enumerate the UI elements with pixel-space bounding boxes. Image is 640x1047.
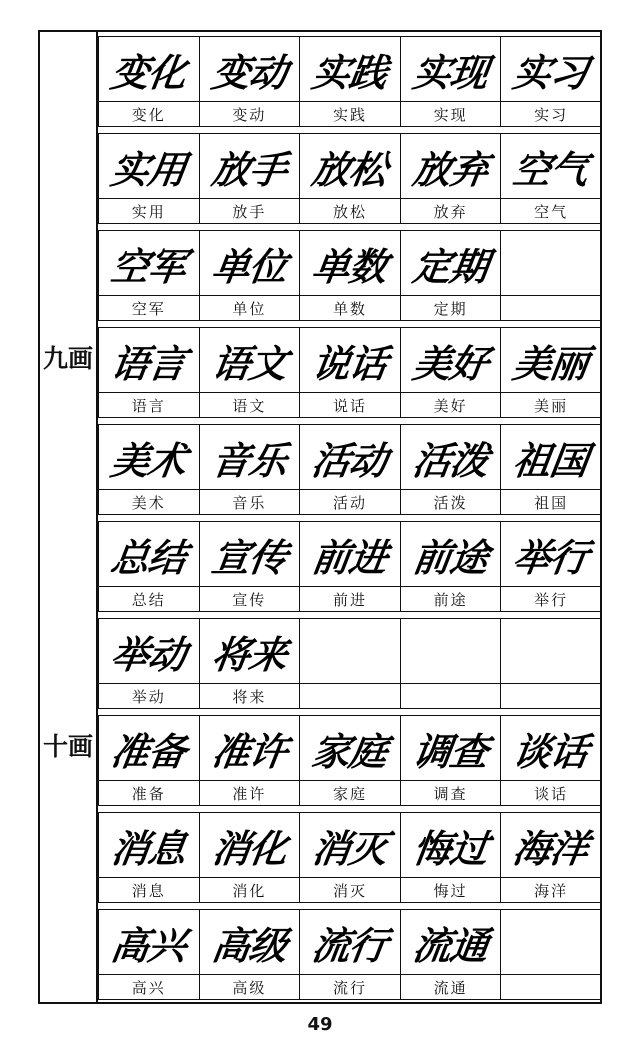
handwritten-word: 放松	[309, 146, 390, 192]
printed-word: 高级	[200, 974, 300, 999]
printed-word: 实现	[401, 101, 501, 126]
handwritten-word: 前途	[409, 534, 491, 580]
word-cell	[300, 716, 401, 805]
handwritten-word: 实现	[409, 49, 491, 95]
word-cell	[501, 328, 601, 417]
stroke-label-ten: 十画	[42, 732, 93, 761]
printed-word: 举动	[99, 683, 199, 708]
handwritten-word: 海洋	[510, 825, 591, 871]
printed-word: 高兴	[99, 974, 199, 999]
word-cell	[401, 134, 502, 223]
word-grid	[98, 32, 600, 1002]
handwritten-word: 总结	[108, 534, 189, 580]
word-cell	[401, 619, 502, 708]
handwritten-word: 语文	[208, 340, 290, 386]
handwritten-word: 将来	[208, 631, 290, 677]
handwritten-word: 宣传	[208, 534, 290, 580]
printed-word: 前进	[300, 586, 400, 611]
handwritten-word: 说话	[309, 340, 390, 386]
printed-word: 变化	[99, 101, 199, 126]
handwritten-word: 前进	[309, 534, 390, 580]
printed-word: 调查	[401, 780, 501, 805]
printed-word: 美好	[401, 392, 501, 417]
handwritten-word: 实践	[309, 49, 390, 95]
handwritten-word: 美术	[108, 437, 189, 483]
handwritten-word: 家庭	[309, 728, 390, 774]
printed-word: 活泼	[401, 489, 501, 514]
handwritten-word: 活泼	[409, 437, 491, 483]
handwritten-word: 实习	[510, 49, 591, 95]
handwritten-word: 活动	[309, 437, 390, 483]
handwritten-word: 举行	[510, 534, 591, 580]
word-cell	[401, 37, 502, 126]
handwritten-word	[497, 231, 606, 295]
printed-word: 美丽	[501, 392, 601, 417]
word-cell	[200, 910, 301, 999]
word-cell	[200, 813, 301, 902]
printed-word: 音乐	[200, 489, 300, 514]
printed-word: 家庭	[300, 780, 400, 805]
printed-word: 将来	[200, 683, 300, 708]
word-cell	[300, 425, 401, 514]
word-row	[98, 618, 602, 709]
printed-word: 实用	[99, 198, 199, 223]
printed-word: 活动	[300, 489, 400, 514]
word-cell	[401, 522, 502, 611]
word-cell	[99, 134, 200, 223]
word-cell	[501, 619, 601, 708]
printed-word: 流通	[401, 974, 501, 999]
printed-word: 流行	[300, 974, 400, 999]
handwritten-word: 放手	[208, 146, 290, 192]
handwritten-word: 美丽	[510, 340, 591, 386]
printed-word: 举行	[501, 586, 601, 611]
word-cell	[99, 619, 200, 708]
printed-word	[300, 683, 400, 708]
word-cell	[501, 522, 601, 611]
word-row	[98, 133, 602, 224]
word-cell	[99, 37, 200, 126]
handwritten-word: 流通	[409, 922, 491, 968]
word-cell	[200, 134, 301, 223]
handwritten-word: 放弃	[409, 146, 491, 192]
word-row	[98, 812, 602, 903]
handwritten-word: 准许	[208, 728, 290, 774]
word-cell	[501, 37, 601, 126]
handwritten-word: 单数	[309, 243, 390, 289]
printed-word: 消灭	[300, 877, 400, 902]
word-cell	[99, 522, 200, 611]
printed-word: 准备	[99, 780, 199, 805]
printed-word: 放弃	[401, 198, 501, 223]
handwritten-word: 变化	[108, 49, 189, 95]
handwritten-word: 美好	[409, 340, 491, 386]
word-cell	[200, 37, 301, 126]
word-cell	[300, 619, 401, 708]
word-cell	[99, 328, 200, 417]
handwritten-word: 变动	[208, 49, 290, 95]
printed-word	[501, 974, 601, 999]
printed-word: 消化	[200, 877, 300, 902]
word-row	[98, 715, 602, 806]
practice-sheet-frame	[38, 30, 602, 1004]
word-row	[98, 424, 602, 515]
word-cell	[300, 910, 401, 999]
word-row	[98, 230, 602, 321]
printed-word	[501, 295, 601, 320]
handwritten-word	[396, 619, 505, 683]
printed-word: 变动	[200, 101, 300, 126]
word-cell	[501, 425, 601, 514]
handwritten-word: 祖国	[510, 437, 591, 483]
handwritten-word: 举动	[108, 631, 189, 677]
word-cell	[501, 231, 601, 320]
printed-word: 海洋	[501, 877, 601, 902]
printed-word: 单数	[300, 295, 400, 320]
handwritten-word: 单位	[208, 243, 290, 289]
printed-word: 说话	[300, 392, 400, 417]
word-cell	[300, 328, 401, 417]
printed-word: 实践	[300, 101, 400, 126]
handwritten-word: 谈话	[510, 728, 591, 774]
printed-word: 祖国	[501, 489, 601, 514]
printed-word	[501, 683, 601, 708]
printed-word: 空军	[99, 295, 199, 320]
printed-word: 放松	[300, 198, 400, 223]
handwritten-word: 空军	[108, 243, 189, 289]
handwritten-word: 流行	[309, 922, 390, 968]
word-cell	[401, 910, 502, 999]
word-cell	[200, 328, 301, 417]
handwritten-word: 高兴	[108, 922, 189, 968]
handwritten-word: 实用	[108, 146, 189, 192]
stroke-label-nine: 九画	[42, 344, 93, 373]
handwritten-word: 准备	[108, 728, 189, 774]
word-cell	[99, 716, 200, 805]
word-row	[98, 521, 602, 612]
word-cell	[300, 522, 401, 611]
word-cell	[300, 37, 401, 126]
stroke-count-column	[40, 32, 98, 1002]
handwritten-word	[296, 619, 405, 683]
printed-word: 前途	[401, 586, 501, 611]
word-cell	[99, 910, 200, 999]
handwritten-word: 消息	[108, 825, 189, 871]
handwritten-word: 消化	[208, 825, 290, 871]
word-cell	[99, 813, 200, 902]
word-cell	[99, 425, 200, 514]
printed-word: 空气	[501, 198, 601, 223]
word-cell	[401, 716, 502, 805]
word-cell	[501, 910, 601, 999]
word-cell	[501, 716, 601, 805]
word-cell	[200, 716, 301, 805]
handwritten-word: 调查	[409, 728, 491, 774]
word-cell	[200, 619, 301, 708]
printed-word: 语言	[99, 392, 199, 417]
printed-word: 谈话	[501, 780, 601, 805]
handwritten-word	[497, 619, 606, 683]
printed-word: 实习	[501, 101, 601, 126]
word-cell	[300, 813, 401, 902]
word-cell	[401, 231, 502, 320]
handwritten-word: 消灭	[309, 825, 390, 871]
handwritten-word: 悔过	[409, 825, 491, 871]
printed-word: 准许	[200, 780, 300, 805]
printed-word: 总结	[99, 586, 199, 611]
printed-word: 语文	[200, 392, 300, 417]
printed-word: 悔过	[401, 877, 501, 902]
handwritten-word: 定期	[409, 243, 491, 289]
printed-word: 单位	[200, 295, 300, 320]
word-row	[98, 909, 602, 1000]
word-cell	[501, 134, 601, 223]
word-cell	[200, 522, 301, 611]
word-cell	[200, 231, 301, 320]
printed-word	[401, 683, 501, 708]
printed-word: 美术	[99, 489, 199, 514]
word-row	[98, 36, 602, 127]
word-cell	[200, 425, 301, 514]
word-cell	[501, 813, 601, 902]
word-cell	[99, 231, 200, 320]
word-cell	[401, 813, 502, 902]
printed-word: 定期	[401, 295, 501, 320]
word-cell	[401, 328, 502, 417]
word-cell	[401, 425, 502, 514]
word-cell	[300, 134, 401, 223]
word-row	[98, 327, 602, 418]
handwritten-word: 空气	[510, 146, 591, 192]
word-cell	[300, 231, 401, 320]
handwritten-word: 高级	[208, 922, 290, 968]
handwritten-word	[497, 910, 606, 974]
handwritten-word: 音乐	[208, 437, 290, 483]
printed-word: 放手	[200, 198, 300, 223]
handwritten-word: 语言	[108, 340, 189, 386]
page-number: 49	[307, 1014, 333, 1035]
printed-word: 消息	[99, 877, 199, 902]
printed-word: 宣传	[200, 586, 300, 611]
